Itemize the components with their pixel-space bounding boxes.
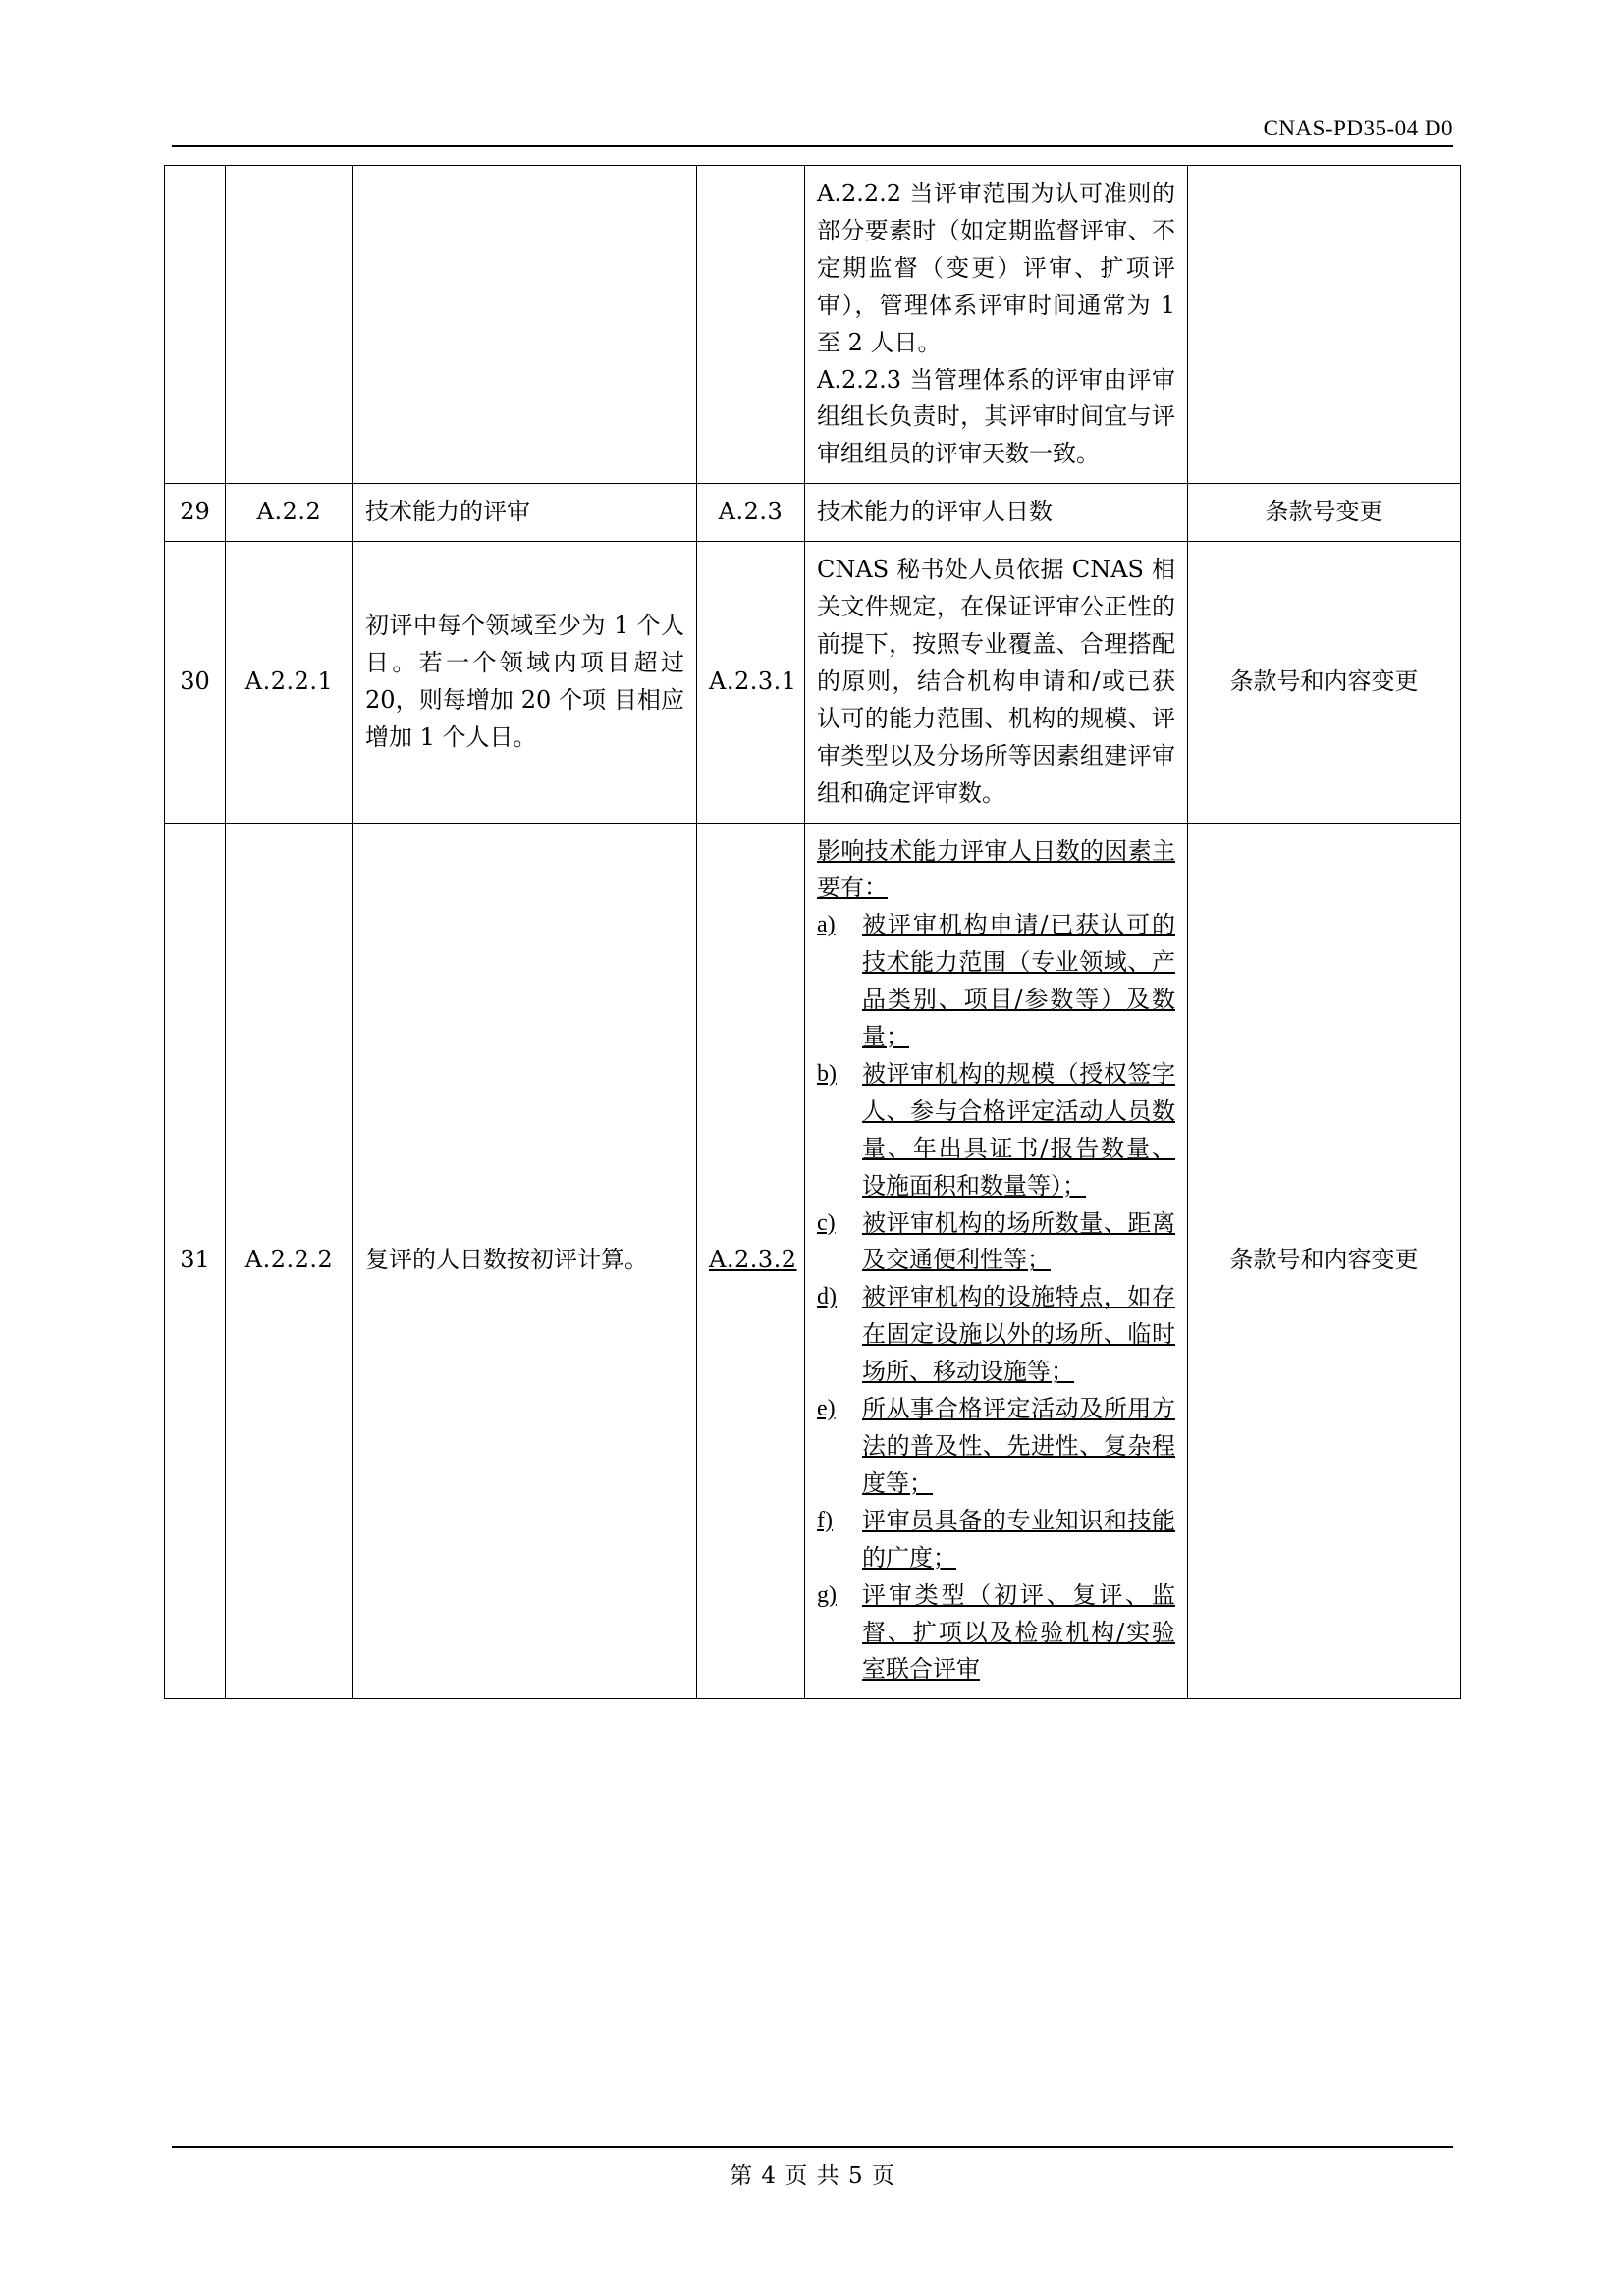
cell-old-clause: A.2.2.1 <box>226 542 353 823</box>
list-item-text: 被评审机构的设施特点，如存在固定设施以外的场所、临时场所、移动设施等； <box>862 1283 1175 1386</box>
header-divider <box>172 145 1453 147</box>
list-item <box>817 1503 1175 1577</box>
cell-no: 29 <box>165 484 226 542</box>
list-item-marker: g) <box>817 1581 837 1608</box>
cell-old-clause <box>226 166 353 484</box>
cell-old-text: 初评中每个领域至少为 1 个人日。若一个领域内项目超过 20，则每增加 20 个项 目相应增加 1 个人日。 <box>353 542 697 823</box>
list-item-text: 评审类型（初评、复评、监督、扩项以及检验机构/实验室联合评审 <box>862 1580 1175 1683</box>
list-item <box>817 1279 1175 1391</box>
list-item-marker: d) <box>817 1284 837 1310</box>
revision-comparison-table <box>164 165 1461 1699</box>
table-row <box>165 542 1461 823</box>
list-item-text: 所从事合格评定活动及所用方法的普及性、先进性、复杂程度等； <box>862 1395 1175 1497</box>
cell-new-text: 技术能力的评审人日数 <box>805 484 1188 542</box>
cell-no: 31 <box>165 823 226 1699</box>
list-item-marker: f) <box>817 1507 833 1533</box>
list-item-marker: c) <box>817 1209 836 1236</box>
cell-old-clause: A.2.2.2 <box>226 823 353 1699</box>
new-text-paragraph-2: A.2.2.3 当管理体系的评审由评审组组长负责时，其评审时间宜与评审组组员的评审天数一致。 <box>817 365 1175 468</box>
list-item-text: 被评审机构的规模（授权签字人、参与合格评定活动人员数量、年出具证书/报告数量、设施面积和数量等）； <box>862 1059 1175 1200</box>
table-row <box>165 823 1461 1699</box>
list-item <box>817 1577 1175 1689</box>
cell-remark: 条款号和内容变更 <box>1188 823 1461 1699</box>
cell-old-text: 复评的人日数按初评计算。 <box>353 823 697 1699</box>
list-item-marker: b) <box>817 1060 837 1087</box>
cell-old-clause: A.2.2 <box>226 484 353 542</box>
new-text-intro: 影响技术能力评审人日数的因素主要有： <box>817 836 1175 902</box>
page-header: CNAS-PD35-04 D0 <box>1263 116 1453 140</box>
cell-remark: 条款号变更 <box>1188 484 1461 542</box>
cell-no <box>165 166 226 484</box>
cell-old-text <box>353 166 697 484</box>
cell-new-clause: A.2.3.1 <box>697 542 805 823</box>
list-item-text: 被评审机构的场所数量、距离及交通便利性等； <box>862 1208 1175 1274</box>
cell-new-text <box>805 166 1188 484</box>
list-item-marker: e) <box>817 1396 836 1422</box>
cell-new-clause: A.2.3.2 <box>697 823 805 1699</box>
new-text-paragraph-1: A.2.2.2 当评审范围为认可准则的部分要素时（如定期监督评审、不定期监督（变更）评审、扩项评审），管理体系评审时间通常为 1 至 2 人日。 <box>817 180 1175 356</box>
footer-divider <box>172 2146 1453 2148</box>
cell-new-clause <box>697 166 805 484</box>
cell-remark <box>1188 166 1461 484</box>
list-item-text: 被评审机构申请/已获认可的技术能力范围（专业领域、产品类别、项目/参数等）及数量； <box>862 911 1175 1051</box>
list-item <box>817 1391 1175 1503</box>
list-item-text: 评审员具备的专业知识和技能的广度； <box>862 1506 1175 1572</box>
cell-remark: 条款号和内容变更 <box>1188 542 1461 823</box>
list-item <box>817 1056 1175 1205</box>
cell-new-text <box>805 823 1188 1699</box>
new-text-factor-list <box>817 907 1175 1688</box>
cell-new-text: CNAS 秘书处人员依据 CNAS 相关文件规定，在保证评审公正性的前提下，按照专业覆盖、合理搭配的原则，结合机构申请和/或已获认可的能力范围、机构的规模、评审类型以及分场所等因素组建评审组和确定评审数。 <box>805 542 1188 823</box>
table-row <box>165 166 1461 484</box>
table-row <box>165 484 1461 542</box>
cell-no: 30 <box>165 542 226 823</box>
list-item <box>817 907 1175 1056</box>
list-item <box>817 1205 1175 1280</box>
cell-new-clause: A.2.3 <box>697 484 805 542</box>
cell-old-text: 技术能力的评审 <box>353 484 697 542</box>
list-item-marker: a) <box>817 912 836 938</box>
page-footer: 第 4 页 共 5 页 <box>730 2163 895 2189</box>
